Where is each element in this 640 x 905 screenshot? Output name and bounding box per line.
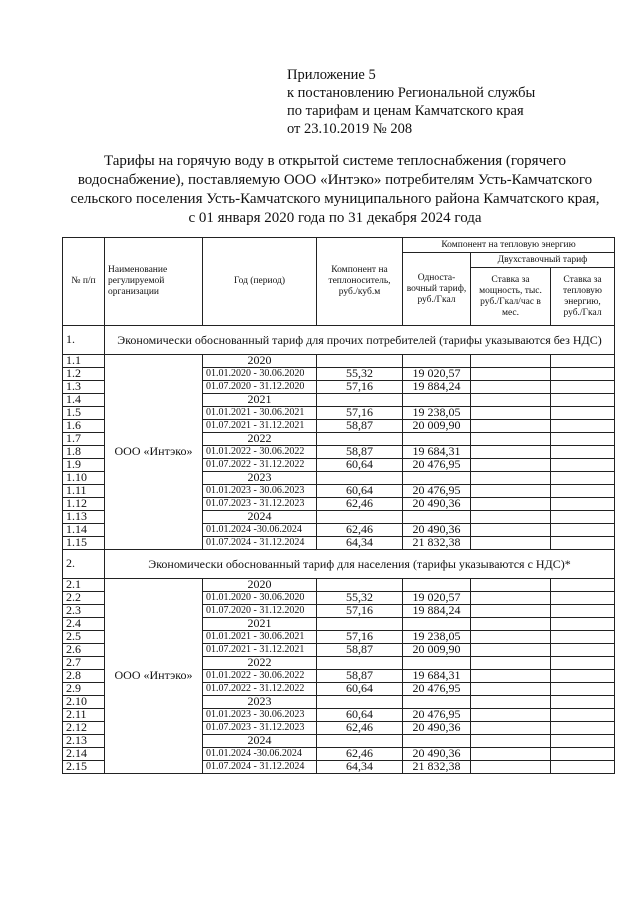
title-line: сельского поселения Усть-Камчатского муниципального района Камчатского края, xyxy=(70,191,600,207)
energy-rate-cell xyxy=(551,670,615,683)
year-label: 2022 xyxy=(203,433,317,446)
year-label: 2023 xyxy=(203,696,317,709)
row-num: 2.11 xyxy=(63,709,105,722)
capacity-cell xyxy=(471,722,551,735)
single-cell xyxy=(403,511,471,524)
year-label: 2021 xyxy=(203,394,317,407)
carrier-cell: 62,46 xyxy=(317,748,403,761)
energy-rate-cell xyxy=(551,722,615,735)
period-cell: 01.07.2021 - 31.12.2021 xyxy=(203,644,317,657)
single-cell: 21 832,38 xyxy=(403,537,471,550)
row-num: 1.3 xyxy=(63,381,105,394)
energy-rate-cell xyxy=(551,355,615,368)
period-cell: 01.07.2020 - 31.12.2020 xyxy=(203,381,317,394)
capacity-cell xyxy=(471,511,551,524)
row-num: 2.15 xyxy=(63,761,105,774)
carrier-cell: 58,87 xyxy=(317,670,403,683)
energy-rate-cell xyxy=(551,420,615,433)
capacity-cell xyxy=(471,368,551,381)
single-cell xyxy=(403,433,471,446)
row-num: 2.6 xyxy=(63,644,105,657)
single-cell: 19 884,24 xyxy=(403,381,471,394)
energy-rate-cell xyxy=(551,696,615,709)
row-num: 2.7 xyxy=(63,657,105,670)
single-cell: 19 884,24 xyxy=(403,605,471,618)
carrier-cell: 58,87 xyxy=(317,420,403,433)
single-cell xyxy=(403,618,471,631)
row-num: 1.6 xyxy=(63,420,105,433)
energy-rate-cell xyxy=(551,709,615,722)
carrier-cell: 60,64 xyxy=(317,683,403,696)
capacity-cell xyxy=(471,579,551,592)
energy-rate-cell xyxy=(551,433,615,446)
period-cell: 01.07.2022 - 31.12.2022 xyxy=(203,459,317,472)
row-num: 1.5 xyxy=(63,407,105,420)
period-cell: 01.07.2023 - 31.12.2023 xyxy=(203,722,317,735)
energy-rate-cell xyxy=(551,485,615,498)
energy-rate-cell xyxy=(551,511,615,524)
energy-rate-cell xyxy=(551,537,615,550)
carrier-cell: 57,16 xyxy=(317,407,403,420)
org-name: ООО «Интэко» xyxy=(105,579,203,774)
row-num: 1.4 xyxy=(63,394,105,407)
capacity-cell xyxy=(471,683,551,696)
row-num: 2.8 xyxy=(63,670,105,683)
row-num: 1.7 xyxy=(63,433,105,446)
org-name: ООО «Интэко» xyxy=(105,355,203,550)
energy-rate-cell xyxy=(551,472,615,485)
period-cell: 01.01.2024 -30.06.2024 xyxy=(203,524,317,537)
capacity-cell xyxy=(471,537,551,550)
row-num: 2.2 xyxy=(63,592,105,605)
year-label: 2022 xyxy=(203,657,317,670)
single-cell: 19 238,05 xyxy=(403,407,471,420)
section-num: 2. xyxy=(63,550,105,579)
capacity-cell xyxy=(471,644,551,657)
row-num: 2.9 xyxy=(63,683,105,696)
capacity-cell xyxy=(471,592,551,605)
carrier-cell xyxy=(317,618,403,631)
period-cell: 01.01.2024 -30.06.2024 xyxy=(203,748,317,761)
capacity-cell xyxy=(471,407,551,420)
single-cell: 20 476,95 xyxy=(403,709,471,722)
single-cell: 21 832,38 xyxy=(403,761,471,774)
section-row xyxy=(63,326,615,355)
energy-rate-cell xyxy=(551,524,615,537)
carrier-cell: 64,34 xyxy=(317,537,403,550)
carrier-cell: 60,64 xyxy=(317,709,403,722)
period-cell: 01.07.2021 - 31.12.2021 xyxy=(203,420,317,433)
carrier-cell: 55,32 xyxy=(317,592,403,605)
single-cell xyxy=(403,696,471,709)
energy-rate-cell xyxy=(551,644,615,657)
carrier-cell: 58,87 xyxy=(317,644,403,657)
carrier-cell xyxy=(317,472,403,485)
single-cell: 20 490,36 xyxy=(403,498,471,511)
carrier-cell: 55,32 xyxy=(317,368,403,381)
header-single: Односта-вочный тариф, руб./Гкал xyxy=(403,253,471,326)
single-cell: 20 476,95 xyxy=(403,485,471,498)
single-cell xyxy=(403,579,471,592)
single-cell: 20 009,90 xyxy=(403,644,471,657)
table-row xyxy=(63,579,615,592)
section-title: Экономически обоснованный тариф для прочих потребителей (тарифы указываются без НДС) xyxy=(105,326,615,355)
energy-rate-cell xyxy=(551,579,615,592)
annex-line: от 23.10.2019 № 208 xyxy=(287,121,413,137)
energy-rate-cell xyxy=(551,368,615,381)
single-cell: 19 238,05 xyxy=(403,631,471,644)
annex-line: Приложение 5 xyxy=(287,67,376,83)
carrier-cell: 57,16 xyxy=(317,381,403,394)
carrier-cell: 58,87 xyxy=(317,446,403,459)
header-energy: Компонент на тепловую энергию xyxy=(403,238,615,253)
carrier-cell xyxy=(317,579,403,592)
capacity-cell xyxy=(471,696,551,709)
carrier-cell: 64,34 xyxy=(317,761,403,774)
row-num: 1.10 xyxy=(63,472,105,485)
row-num: 1.8 xyxy=(63,446,105,459)
single-cell xyxy=(403,394,471,407)
row-num: 1.9 xyxy=(63,459,105,472)
period-cell: 01.07.2020 - 31.12.2020 xyxy=(203,605,317,618)
carrier-cell xyxy=(317,735,403,748)
capacity-cell xyxy=(471,446,551,459)
row-num: 2.5 xyxy=(63,631,105,644)
annex-block xyxy=(287,66,535,138)
single-cell: 20 490,36 xyxy=(403,524,471,537)
annex-line: по тарифам и ценам Камчатского края xyxy=(287,103,524,119)
carrier-cell xyxy=(317,433,403,446)
energy-rate-cell xyxy=(551,761,615,774)
capacity-cell xyxy=(471,748,551,761)
single-cell xyxy=(403,657,471,670)
single-cell: 19 684,31 xyxy=(403,446,471,459)
capacity-cell xyxy=(471,420,551,433)
capacity-cell xyxy=(471,355,551,368)
energy-rate-cell xyxy=(551,748,615,761)
carrier-cell xyxy=(317,696,403,709)
period-cell: 01.07.2024 - 31.12.2024 xyxy=(203,761,317,774)
row-num: 1.12 xyxy=(63,498,105,511)
energy-rate-cell xyxy=(551,735,615,748)
row-num: 1.14 xyxy=(63,524,105,537)
energy-rate-cell xyxy=(551,683,615,696)
carrier-cell: 62,46 xyxy=(317,524,403,537)
period-cell: 01.01.2021 - 30.06.2021 xyxy=(203,407,317,420)
row-num: 1.2 xyxy=(63,368,105,381)
row-num: 2.14 xyxy=(63,748,105,761)
row-num: 1.13 xyxy=(63,511,105,524)
energy-rate-cell xyxy=(551,459,615,472)
period-cell: 01.01.2021 - 30.06.2021 xyxy=(203,631,317,644)
header-capacity: Ставка за мощность, тыс. руб./Гкал/час в мес. xyxy=(471,268,551,326)
energy-rate-cell xyxy=(551,631,615,644)
row-num: 1.15 xyxy=(63,537,105,550)
period-cell: 01.07.2023 - 31.12.2023 xyxy=(203,498,317,511)
single-cell: 20 490,36 xyxy=(403,722,471,735)
carrier-cell: 60,64 xyxy=(317,485,403,498)
capacity-cell xyxy=(471,709,551,722)
section-title: Экономически обоснованный тариф для населения (тарифы указываются с НДС)* xyxy=(105,550,615,579)
document-title xyxy=(40,152,630,228)
capacity-cell xyxy=(471,761,551,774)
annex-line: к постановлению Региональной службы xyxy=(287,85,536,101)
year-label: 2020 xyxy=(203,579,317,592)
year-label: 2024 xyxy=(203,735,317,748)
single-cell: 20 009,90 xyxy=(403,420,471,433)
capacity-cell xyxy=(471,459,551,472)
carrier-cell: 62,46 xyxy=(317,722,403,735)
single-cell xyxy=(403,735,471,748)
capacity-cell xyxy=(471,670,551,683)
energy-rate-cell xyxy=(551,446,615,459)
capacity-cell xyxy=(471,381,551,394)
capacity-cell xyxy=(471,498,551,511)
title-line: водоснабжение), поставляемую ООО «Интэко» потребителям Усть-Камчатского xyxy=(77,172,593,188)
title-line: с 01 января 2020 года по 31 декабря 2024 года xyxy=(188,210,482,226)
row-num: 1.11 xyxy=(63,485,105,498)
header-two-part: Двухставочный тариф xyxy=(471,253,615,268)
header-carrier: Компонент на теплоноситель, руб./куб.м xyxy=(317,238,403,326)
period-cell: 01.01.2022 - 30.06.2022 xyxy=(203,446,317,459)
year-label: 2024 xyxy=(203,511,317,524)
capacity-cell xyxy=(471,657,551,670)
row-num: 2.3 xyxy=(63,605,105,618)
energy-rate-cell xyxy=(551,605,615,618)
year-label: 2023 xyxy=(203,472,317,485)
single-cell: 19 684,31 xyxy=(403,670,471,683)
capacity-cell xyxy=(471,485,551,498)
period-cell: 01.01.2023 - 30.06.2023 xyxy=(203,709,317,722)
capacity-cell xyxy=(471,735,551,748)
period-cell: 01.01.2023 - 30.06.2023 xyxy=(203,485,317,498)
title-line: Тарифы на горячую воду в открытой системе теплоснабжения (горячего xyxy=(103,153,567,169)
period-cell: 01.01.2022 - 30.06.2022 xyxy=(203,670,317,683)
carrier-cell: 57,16 xyxy=(317,605,403,618)
carrier-cell: 57,16 xyxy=(317,631,403,644)
single-cell xyxy=(403,355,471,368)
header-period: Год (период) xyxy=(203,238,317,326)
single-cell: 20 476,95 xyxy=(403,459,471,472)
carrier-cell: 60,64 xyxy=(317,459,403,472)
period-cell: 01.01.2020 - 30.06.2020 xyxy=(203,368,317,381)
single-cell: 19 020,57 xyxy=(403,368,471,381)
period-cell: 01.07.2024 - 31.12.2024 xyxy=(203,537,317,550)
year-label: 2021 xyxy=(203,618,317,631)
energy-rate-cell xyxy=(551,498,615,511)
year-label: 2020 xyxy=(203,355,317,368)
row-num: 2.10 xyxy=(63,696,105,709)
capacity-cell xyxy=(471,524,551,537)
section-num: 1. xyxy=(63,326,105,355)
capacity-cell xyxy=(471,618,551,631)
carrier-cell xyxy=(317,657,403,670)
capacity-cell xyxy=(471,605,551,618)
period-cell: 01.01.2020 - 30.06.2020 xyxy=(203,592,317,605)
carrier-cell xyxy=(317,355,403,368)
capacity-cell xyxy=(471,433,551,446)
single-cell: 19 020,57 xyxy=(403,592,471,605)
energy-rate-cell xyxy=(551,394,615,407)
header-energy-rate: Ставка за тепловую энергию, руб./Гкал xyxy=(551,268,615,326)
carrier-cell: 62,46 xyxy=(317,498,403,511)
section-row xyxy=(63,550,615,579)
energy-rate-cell xyxy=(551,618,615,631)
period-cell: 01.07.2022 - 31.12.2022 xyxy=(203,683,317,696)
energy-rate-cell xyxy=(551,407,615,420)
tariff-table xyxy=(62,237,615,774)
row-num: 1.1 xyxy=(63,355,105,368)
capacity-cell xyxy=(471,394,551,407)
single-cell: 20 490,36 xyxy=(403,748,471,761)
carrier-cell xyxy=(317,511,403,524)
single-cell: 20 476,95 xyxy=(403,683,471,696)
header-num: № п/п xyxy=(63,238,105,326)
energy-rate-cell xyxy=(551,592,615,605)
energy-rate-cell xyxy=(551,381,615,394)
row-num: 2.12 xyxy=(63,722,105,735)
capacity-cell xyxy=(471,472,551,485)
single-cell xyxy=(403,472,471,485)
header-org: Наименование регулируемой организации xyxy=(105,238,203,326)
carrier-cell xyxy=(317,394,403,407)
capacity-cell xyxy=(471,631,551,644)
row-num: 2.1 xyxy=(63,579,105,592)
row-num: 2.13 xyxy=(63,735,105,748)
table-row xyxy=(63,355,615,368)
energy-rate-cell xyxy=(551,657,615,670)
row-num: 2.4 xyxy=(63,618,105,631)
